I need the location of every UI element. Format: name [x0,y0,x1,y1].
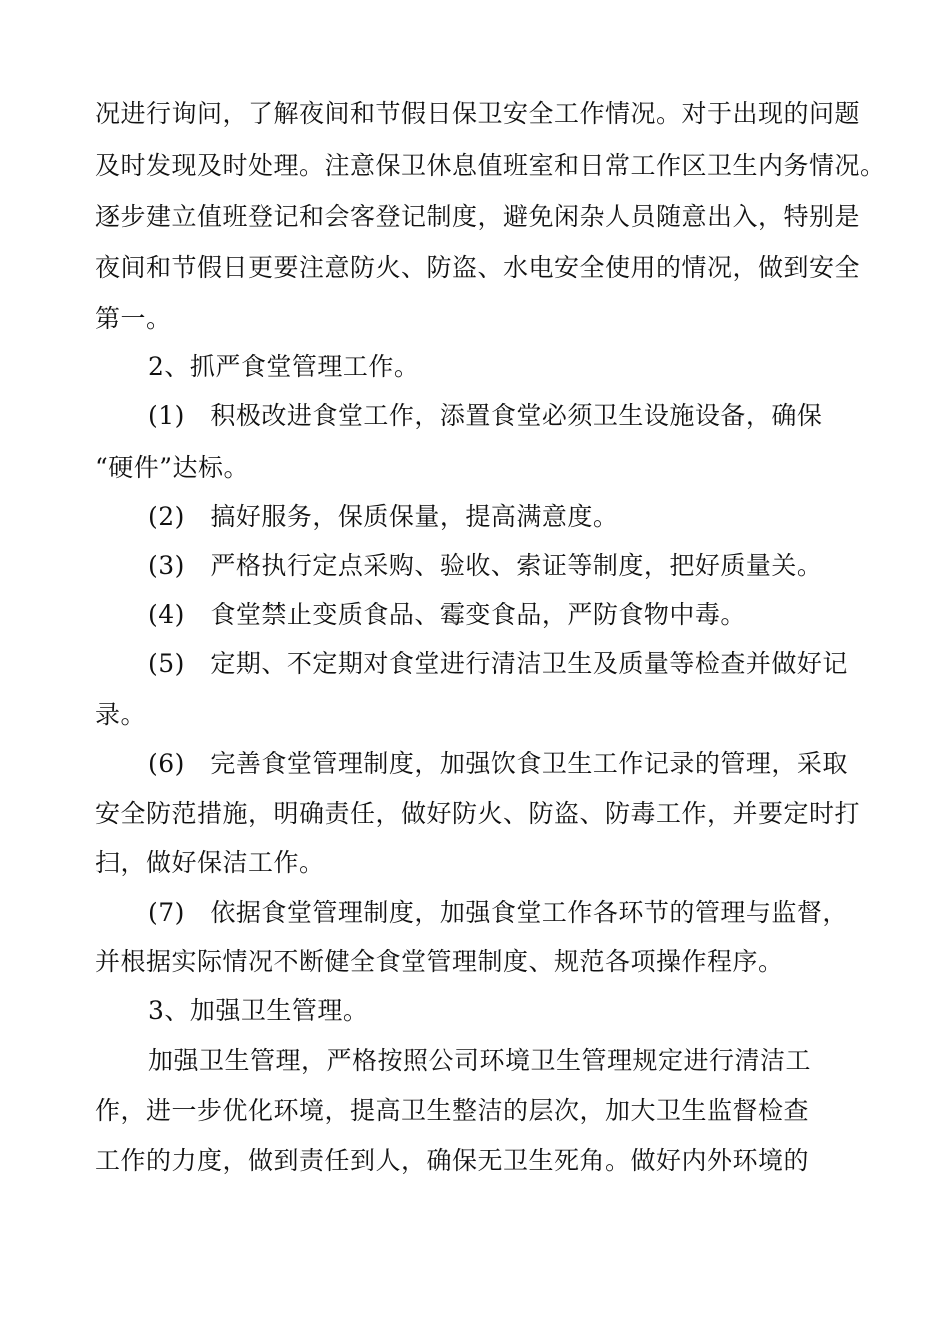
list-item: (1) 积极改进食堂工作，添置食堂必须卫生设施设备，确保 [148,401,823,430]
list-item: (4) 食堂禁止变质食品、霉变食品，严防食物中毒。 [148,600,746,629]
list-item: (7) 依据食堂管理制度，加强食堂工作各环节的管理与监督， [148,898,848,927]
text-line: 并根据实际情况不断健全食堂管理制度、规范各项操作程序。 [95,947,784,976]
text-line: 及时发现及时处理。注意保卫休息值班室和日常工作区卫生内务情况。 [95,151,886,180]
paragraph-start: 加强卫生管理，严格按照公司环境卫生管理规定进行清洁工 [148,1046,812,1075]
list-item: (3) 严格执行定点采购、验收、索证等制度，把好质量关。 [148,551,823,580]
text-line: “硬件”达标。 [95,453,250,482]
section-heading: 3、加强卫生管理。 [148,996,369,1025]
list-item: (5) 定期、不定期对食堂进行清洁卫生及质量等检查并做好记 [148,649,848,678]
text-line: 逐步建立值班登记和会客登记制度，避免闲杂人员随意出入，特别是 [95,202,861,231]
text-line: 工作的力度，做到责任到人，确保无卫生死角。做好内外环境的 [95,1146,810,1175]
text-line: 安全防范措施，明确责任，做好防火、防盗、防毒工作，并要定时打 [95,799,861,828]
list-item: (2) 搞好服务，保质保量，提高满意度。 [148,502,619,531]
text-line: 扫，做好保洁工作。 [95,848,325,877]
text-line: 第一。 [95,304,172,333]
text-line: 夜间和节假日更要注意防火、防盗、水电安全使用的情况，做到安全 [95,253,861,282]
text-line: 录。 [95,700,147,729]
list-item: (6) 完善食堂管理制度，加强饮食卫生工作记录的管理，采取 [148,749,848,778]
text-line: 况进行询问，了解夜间和节假日保卫安全工作情况。对于出现的问题 [95,99,861,128]
text-line: 作，进一步优化环境，提高卫生整洁的层次，加大卫生监督检查 [95,1096,810,1125]
section-heading: 2、抓严食堂管理工作。 [148,352,420,381]
